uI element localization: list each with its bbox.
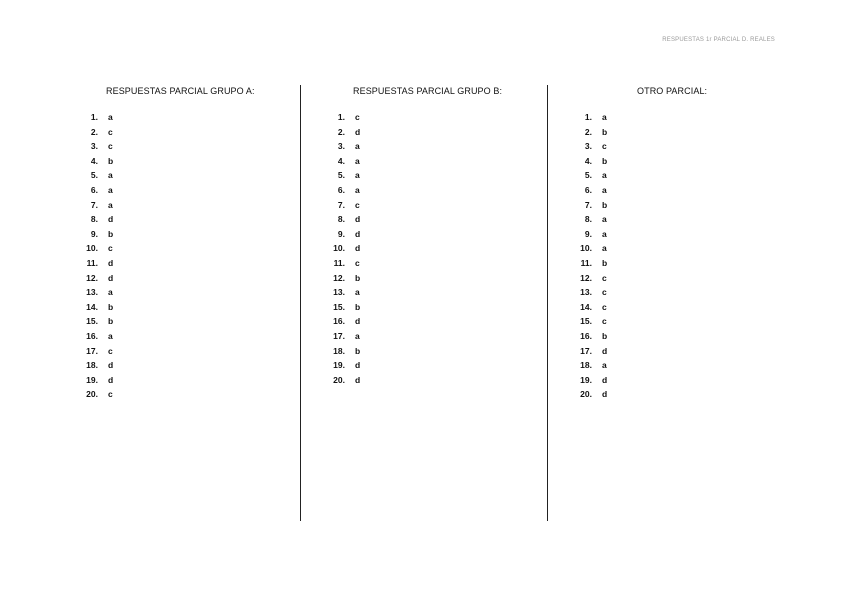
answer-number: 8. bbox=[90, 214, 98, 225]
answer-letter: b bbox=[355, 272, 361, 283]
answer-number: 9. bbox=[584, 228, 592, 239]
answer-letter: d bbox=[602, 345, 608, 356]
answer-number: 7. bbox=[584, 199, 592, 210]
answer-letter: d bbox=[355, 360, 361, 371]
answer-number: 12. bbox=[86, 272, 98, 283]
answer-number: 19. bbox=[86, 374, 98, 385]
answer-letter: d bbox=[355, 214, 361, 225]
answer-number: 9. bbox=[90, 228, 98, 239]
answer-number: 1. bbox=[337, 112, 345, 122]
answer-number: 17. bbox=[86, 345, 98, 356]
answer-letter: d bbox=[108, 257, 114, 268]
answer-number: 15. bbox=[580, 316, 592, 327]
answer-letter: b bbox=[355, 345, 361, 356]
answer-letter: b bbox=[602, 126, 608, 137]
answer-letter: d bbox=[108, 272, 114, 283]
answer-letter: d bbox=[355, 126, 361, 137]
answer-letter: a bbox=[108, 112, 113, 122]
answer-number: 14. bbox=[580, 301, 592, 312]
answer-letter: a bbox=[602, 243, 607, 254]
answer-letter: a bbox=[355, 330, 360, 341]
column-title: RESPUESTAS PARCIAL GRUPO A: bbox=[106, 86, 255, 96]
answer-number: 9. bbox=[337, 228, 345, 239]
answer-letter: c bbox=[108, 345, 113, 356]
answer-number: 15. bbox=[86, 316, 98, 327]
answer-number: 13. bbox=[86, 287, 98, 298]
answer-letter: d bbox=[355, 316, 361, 327]
answer-letter: c bbox=[602, 141, 607, 152]
answer-number: 18. bbox=[333, 345, 345, 356]
answer-letter: c bbox=[108, 389, 113, 400]
answer-letter: c bbox=[108, 126, 113, 137]
answer-letter: a bbox=[355, 287, 360, 298]
answer-number: 20. bbox=[333, 374, 345, 385]
answer-letter: c bbox=[108, 243, 113, 254]
answer-letter: a bbox=[355, 155, 360, 166]
answer-number: 19. bbox=[333, 360, 345, 371]
answer-letter: d bbox=[108, 374, 114, 385]
answer-number: 5. bbox=[584, 170, 592, 181]
answer-letter: a bbox=[108, 330, 113, 341]
answer-letter: c bbox=[602, 301, 607, 312]
answer-number: 20. bbox=[86, 389, 98, 400]
answer-letter: d bbox=[355, 243, 361, 254]
answer-letter: b bbox=[108, 228, 114, 239]
answer-number: 3. bbox=[337, 141, 345, 152]
answer-letter: a bbox=[602, 112, 607, 122]
answer-number: 10. bbox=[333, 243, 345, 254]
column-title: RESPUESTAS PARCIAL GRUPO B: bbox=[353, 86, 503, 96]
answer-letter: d bbox=[355, 228, 361, 239]
answer-letter: a bbox=[108, 199, 113, 210]
answer-number: 16. bbox=[333, 316, 345, 327]
answer-letter: b bbox=[602, 330, 608, 341]
answer-number: 2. bbox=[337, 126, 345, 137]
answer-number: 4. bbox=[337, 155, 345, 166]
answer-number: 15. bbox=[333, 301, 345, 312]
answer-number: 13. bbox=[580, 287, 592, 298]
answer-letter: b bbox=[602, 199, 608, 210]
answer-letter: a bbox=[602, 214, 607, 225]
answer-letter: a bbox=[108, 287, 113, 298]
answer-letter: a bbox=[108, 170, 113, 181]
answer-number: 11. bbox=[333, 257, 345, 268]
answer-letter: b bbox=[602, 155, 608, 166]
answer-letter: a bbox=[355, 170, 360, 181]
answer-number: 7. bbox=[90, 199, 98, 210]
answer-letter: a bbox=[108, 184, 113, 195]
answer-number: 11. bbox=[580, 257, 592, 268]
answer-number: 1. bbox=[584, 112, 592, 122]
answer-letter: c bbox=[602, 272, 607, 283]
answer-number: 5. bbox=[90, 170, 98, 181]
answer-letter: d bbox=[108, 214, 114, 225]
answer-letter: a bbox=[602, 228, 607, 239]
answer-letter: b bbox=[108, 301, 114, 312]
answer-letter: d bbox=[602, 374, 608, 385]
answer-letter: c bbox=[602, 287, 607, 298]
answer-letter: a bbox=[602, 360, 607, 371]
answer-letter: c bbox=[355, 199, 360, 210]
answer-number: 18. bbox=[86, 360, 98, 371]
answer-letter: c bbox=[355, 112, 360, 122]
answer-number: 8. bbox=[337, 214, 345, 225]
answer-letter: d bbox=[602, 389, 608, 400]
answer-number: 10. bbox=[580, 243, 592, 254]
answer-number: 16. bbox=[580, 330, 592, 341]
answer-letter: b bbox=[108, 316, 114, 327]
answer-number: 2. bbox=[90, 126, 98, 137]
answer-letter: a bbox=[602, 170, 607, 181]
answer-number: 18. bbox=[580, 360, 592, 371]
column-title: OTRO PARCIAL: bbox=[637, 86, 708, 96]
answer-number: 13. bbox=[333, 287, 345, 298]
answer-number: 3. bbox=[584, 141, 592, 152]
answer-number: 6. bbox=[90, 184, 98, 195]
answer-letter: d bbox=[108, 360, 114, 371]
page-header: RESPUESTAS 1r PARCIAL D. REALES bbox=[662, 37, 775, 43]
answer-number: 11. bbox=[86, 257, 98, 268]
answer-number: 4. bbox=[90, 155, 98, 166]
answer-number: 6. bbox=[337, 184, 345, 195]
answer-number: 8. bbox=[584, 214, 592, 225]
answer-number: 19. bbox=[580, 374, 592, 385]
column-divider bbox=[300, 85, 301, 521]
answer-number: 10. bbox=[86, 243, 98, 254]
answer-number: 2. bbox=[584, 126, 592, 137]
answer-letter: b bbox=[602, 257, 608, 268]
answer-number: 17. bbox=[333, 330, 345, 341]
answer-number: 12. bbox=[333, 272, 345, 283]
answer-number: 6. bbox=[584, 184, 592, 195]
answer-number: 14. bbox=[86, 301, 98, 312]
answer-letter: c bbox=[108, 141, 113, 152]
answer-letter: b bbox=[108, 155, 114, 166]
answer-letter: d bbox=[355, 374, 361, 385]
answer-number: 12. bbox=[580, 272, 592, 283]
answer-letter: a bbox=[602, 184, 607, 195]
answer-number: 17. bbox=[580, 345, 592, 356]
answer-number: 1. bbox=[90, 112, 98, 122]
answer-letter: a bbox=[355, 184, 360, 195]
answer-number: 7. bbox=[337, 199, 345, 210]
column-divider bbox=[547, 85, 548, 521]
answer-letter: c bbox=[602, 316, 607, 327]
answer-letter: b bbox=[355, 301, 361, 312]
answer-letter: c bbox=[355, 257, 360, 268]
answer-number: 5. bbox=[337, 170, 345, 181]
answer-number: 20. bbox=[580, 389, 592, 400]
answer-number: 3. bbox=[90, 141, 98, 152]
answer-number: 16. bbox=[86, 330, 98, 341]
answer-letter: a bbox=[355, 141, 360, 152]
answer-number: 4. bbox=[584, 155, 592, 166]
